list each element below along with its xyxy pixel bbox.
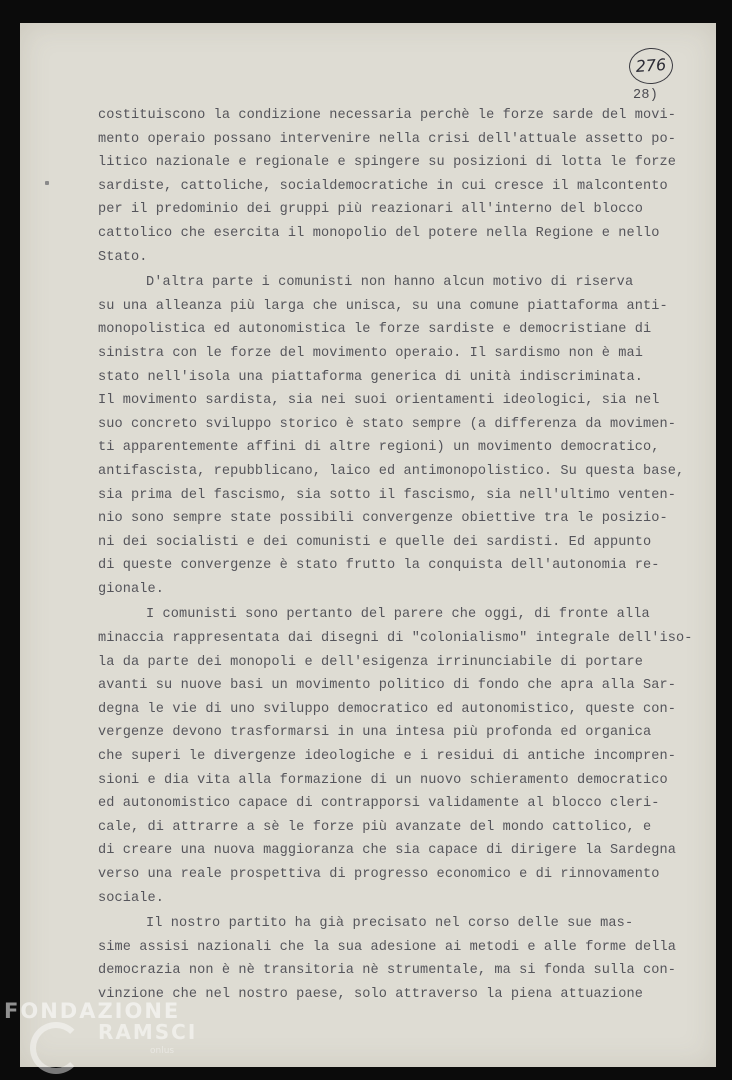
text-line: democrazia non è nè transitoria nè strumentale, ma si fonda sulla con- <box>98 963 677 979</box>
text-line: verso una reale prospettiva di progresso economico e di rinnovamento <box>98 867 660 882</box>
text-line: su una alleanza più larga che unisca, su una comune piattaforma anti- <box>98 298 668 314</box>
text-line: Il movimento sardista, sia nei suoi orientamenti ideologici, sia nel <box>98 393 660 409</box>
text-line: costituiscono la condizione necessaria perchè le forze sarde del movi- <box>98 108 677 123</box>
text-line: ed autonomistico capace di contrapporsi validamente al blocco cleri- <box>98 796 660 812</box>
text-line: sioni e dia vita alla formazione di un nuovo schieramento democratico <box>98 772 668 788</box>
text-line: Stato. <box>98 249 148 265</box>
text-line: vinzione che nel nostro paese, solo attraverso la piena attuazione <box>98 986 643 1002</box>
handwritten-page-number: 276 <box>628 47 674 86</box>
watermark-onlus-text: onlus <box>150 1046 175 1056</box>
text-line: per il predominio dei gruppi più reazionari all'interno del blocco <box>98 202 643 218</box>
text-line: degna le vie di uno sviluppo democratico ed autonomistico, queste con- <box>98 701 677 717</box>
text-line: sociale. <box>98 890 165 906</box>
typed-body-text <box>98 104 693 1007</box>
text-line: ti apparentemente affini di altre regioni) un movimento democratico, <box>98 440 660 456</box>
text-line: suo concreto sviluppo storico è stato sempre (a differenza da movimen- <box>98 416 677 432</box>
text-line: monopolistica ed autonomistica le forze sardiste e democristiane di <box>98 322 652 338</box>
text-line: che superi le divergenze ideologiche e i residui di antiche incompren- <box>98 749 677 765</box>
text-line: D'altra parte i comunisti non hanno alcun motivo di riserva <box>146 275 634 291</box>
text-line: nio sono sempre state possibili convergenze obiettive tra le posizio- <box>98 511 668 527</box>
typed-page-number: 28) <box>633 88 659 103</box>
text-line: cattolico che esercita il monopolio del potere nella Regione e nello <box>98 225 660 241</box>
text-line: sardiste, cattoliche, socialdemocratiche in cui cresce il malcontento <box>98 178 668 194</box>
text-line: la da parte dei monopoli e dell'esigenza irrinunciabile di portare <box>98 654 643 670</box>
text-line: antifascista, repubblicano, laico ed antimonopolistico. Su questa base, <box>98 463 685 479</box>
text-line: gionale. <box>98 581 165 597</box>
text-line: di queste convergenze è stato frutto la conquista dell'autonomia re- <box>98 558 660 574</box>
text-line: litico nazionale e regionale e spingere su posizioni di lotta le forze <box>98 155 677 171</box>
watermark-logo-text-2: RAMSCI <box>98 1020 198 1044</box>
text-line: I comunisti sono pertanto del parere che oggi, di fronte alla <box>146 607 650 623</box>
text-line: Il nostro partito ha già precisato nel corso delle sue mas- <box>146 916 634 932</box>
text-line: ni dei socialisti e dei comunisti e quelle dei sardisti. Ed appunto <box>98 534 652 550</box>
text-line: avanti su nuove basi un movimento politico di fondo che apra alla Sar- <box>98 678 677 694</box>
watermark-logo-text: FONDAZIONE <box>4 999 181 1023</box>
watermark-g-logo-icon <box>30 1022 82 1074</box>
text-line: cale, di attrarre a sè le forze più avanzate del mondo cattolico, e <box>98 819 652 835</box>
text-line: vergenze devono trasformarsi in una intesa più profonda ed organica <box>98 725 652 741</box>
text-line: stato nell'isola una piattaforma generica di unità indiscriminata. <box>98 369 643 385</box>
margin-mark <box>45 181 49 185</box>
text-line: mento operaio possano intervenire nella crisi dell'attuale assetto po- <box>98 131 677 147</box>
text-line: sinistra con le forze del movimento operaio. Il sardismo non è mai <box>98 345 643 361</box>
text-line: minaccia rappresentata dai disegni di "colonialismo" integrale dell'iso- <box>98 631 693 647</box>
text-line: sime assisi nazionali che la sua adesione ai metodi e alle forme della <box>98 939 677 955</box>
text-line: sia prima del fascismo, sia sotto il fascismo, sia nell'ultimo venten- <box>98 487 677 503</box>
text-line: di creare una nuova maggioranza che sia capace di dirigere la Sardegna <box>98 843 677 859</box>
